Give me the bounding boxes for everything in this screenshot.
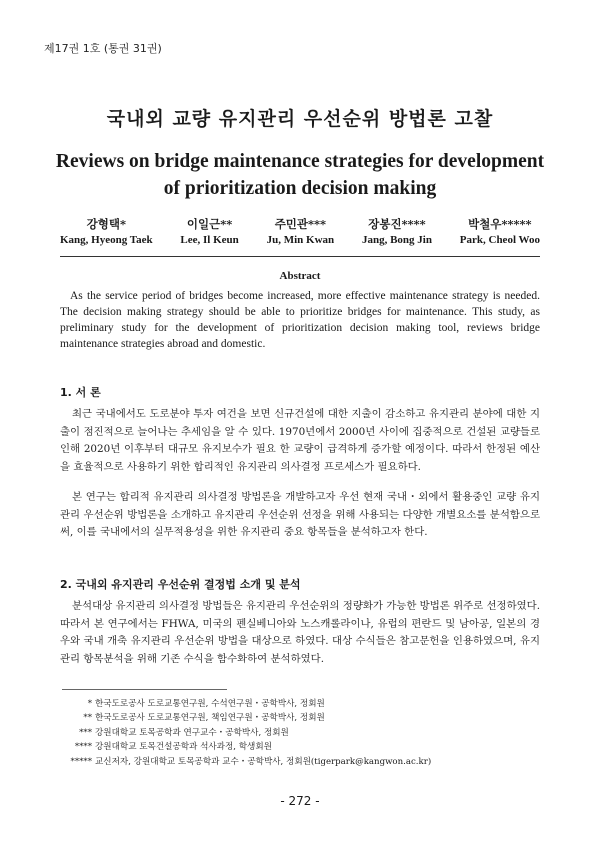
footnote-text: 강원대학교 토목공학과 연구교수・공학박사, 정회원 — [95, 727, 289, 738]
title-english-line-2: of prioritization decision making — [163, 178, 437, 199]
section-2-heading: 2. 국내외 유지관리 우선순위 결정법 소개 및 분석 — [60, 578, 301, 591]
abstract-body: As the service period of bridges become increased, more effective maintenance strategy is needed. The decision making strategy should be able to prioritize bridges for maintenance. This study, as preliminary study for the development of prioritization decision making tool, reviews bridge maintenance strategies abroad and domestic. — [60, 290, 540, 350]
author-name-en: Kang, Hyeong Taek — [60, 234, 153, 246]
author — [362, 216, 432, 248]
author — [460, 216, 540, 248]
author-name-en: Lee, Il Keun — [180, 234, 239, 246]
footnote-mark: ** — [83, 713, 92, 724]
author-name-ko: 박철우***** — [468, 217, 532, 231]
header-divider — [60, 256, 540, 257]
author-name-ko: 주민관*** — [274, 217, 327, 231]
footnote — [62, 726, 542, 740]
author-name-en: Park, Cheol Woo — [459, 234, 540, 246]
page-number: - 272 - — [280, 794, 320, 808]
footnote-mark: ***** — [70, 756, 92, 767]
title-english — [40, 148, 560, 202]
footnote-mark: **** — [74, 742, 92, 753]
author-name-ko: 강형택* — [86, 217, 126, 231]
footnote — [62, 755, 542, 769]
section-1-heading: 1. 서 론 — [60, 386, 101, 399]
footnote-mark: *** — [79, 727, 92, 738]
section-1-paragraph-2: 본 연구는 합리적 유지관리 의사결정 방법론을 개발하고자 우선 현재 국내・외에서 활용중인 교량 유지관리 우선순위 방법론을 소개하고 유지관리 우선순위 선정을 위해 사용되는 다양한 개별요소를 분석함으로써, 이를 국내에서의 실무적용성을 위한 유지관리 중요 항목들을 분석하고자 한다. — [60, 491, 540, 539]
footnote-divider — [62, 689, 227, 690]
footnote-text: 교신저자, 강원대학교 토목공학과 교수・공학박사, 정회원(tigerpark@kangwon.ac.kr) — [95, 756, 432, 767]
abstract-heading: Abstract — [279, 270, 321, 282]
section-2-paragraph-1: 분석대상 유지관리 의사결정 방법들은 유지관리 우선순위의 정량화가 가능한 방법론 위주로 선정하였다. 따라서 본 연구에서는 FHWA, 미국의 펜실베니아와 노스캐롤라이나, 유럽의 편란드 및 남아공, 일본의 경우와 국내 개축 유지관리 우선순위 방법을 대상으로 하였다. 대상 수식들은 참고문헌을 인용하였으며, 유지관리 항목분석을 위해 기존 수식을 함수화하여 분석하였다. — [60, 600, 540, 665]
title-english-line-1: Reviews on bridge maintenance strategies for development — [55, 151, 545, 172]
title-korean: 국내외 교량 유지관리 우선순위 방법론 고찰 — [106, 108, 494, 130]
author — [180, 216, 238, 248]
author-name-ko: 이일근** — [186, 217, 233, 231]
footnotes — [62, 697, 542, 769]
footnote-text: 한국도로공사 도로교통연구원, 수석연구원・공학박사, 정회원 — [95, 699, 325, 709]
author — [267, 216, 335, 248]
author — [60, 216, 153, 248]
section-1-paragraph-1: 최근 국내에서도 도로분야 투자 여건을 보면 신규건설에 대한 지출이 감소하고 유지관리 분야에 대한 지출이 점진적으로 늘어나는 추세임을 알 수 있다. 1970년에서 2000년 사이에 집중적으로 건설된 교량들로 인해 2020년 이후부터 대규모 유지보수가 필요 한 교량이 급격하게 증가할 예정이다. 따라서 한정된 예산을 효율적으로 사용하기 위한 합리적인 유지관리 의사결정 프로세스가 필요하다. — [60, 408, 540, 473]
issue-label: 제17권 1호 (통권 31권) — [44, 42, 162, 55]
footnote — [62, 711, 542, 725]
footnote-mark: * — [87, 699, 92, 709]
author-name-ko: 장봉진**** — [368, 217, 426, 231]
author-name-en: Ju, Min Kwan — [266, 234, 335, 246]
footnote-text: 강원대학교 토목건설공학과 석사과정, 학생회원 — [95, 742, 272, 753]
footnote — [62, 740, 542, 754]
footnote-text: 한국도로공사 도로교통연구원, 책임연구원・공학박사, 정회원 — [95, 713, 325, 724]
author-name-en: Jang, Bong Jin — [361, 234, 432, 246]
author-list — [60, 216, 540, 248]
footnote — [62, 697, 542, 711]
